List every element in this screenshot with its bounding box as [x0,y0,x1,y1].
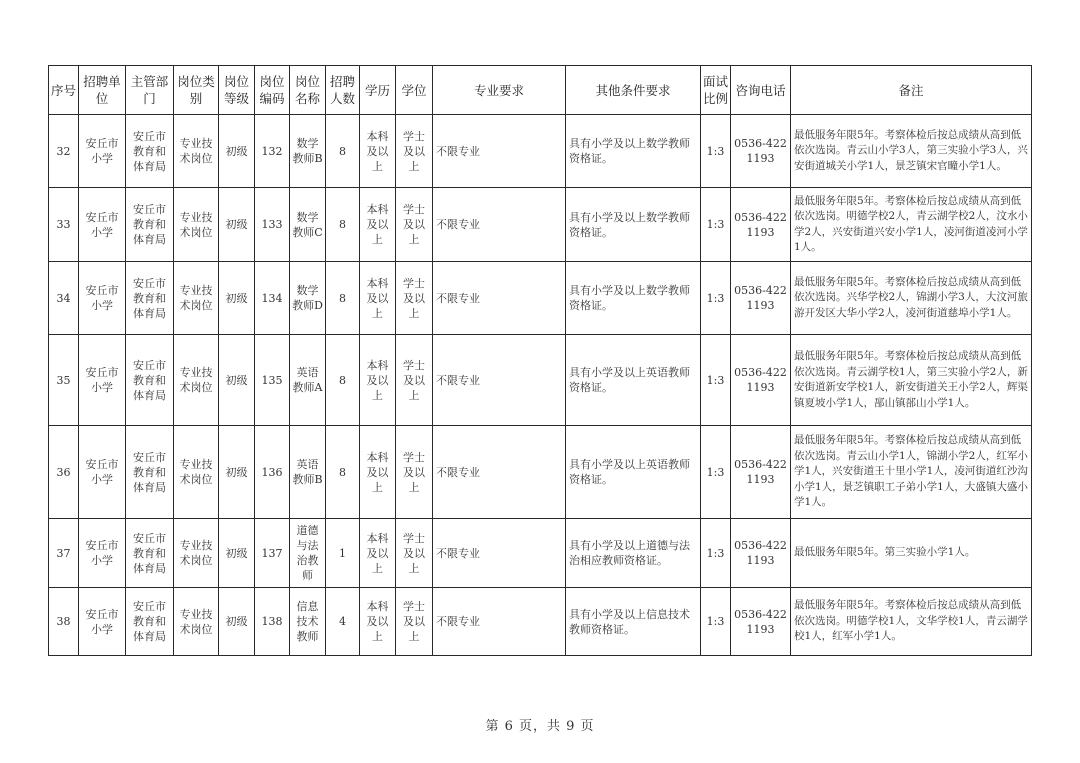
cell-dept: 安丘市教育和体育局 [126,115,174,188]
cell-dept: 安丘市教育和体育局 [126,588,174,656]
cell-seq: 36 [49,426,79,519]
cell-grade: 初级 [219,426,255,519]
cell-ratio: 1:3 [701,426,731,519]
cell-phone: 0536-4221193 [731,262,791,335]
header-grade: 岗位等级 [219,66,255,115]
cell-name: 数学教师B [290,115,326,188]
cell-count: 8 [326,115,360,188]
cell-degree: 学士及以上 [396,115,433,188]
cell-ratio: 1:3 [701,115,731,188]
cell-degree: 学士及以上 [396,262,433,335]
cell-grade: 初级 [219,335,255,426]
cell-ratio: 1:3 [701,588,731,656]
table-row [49,188,1032,262]
cell-seq: 35 [49,335,79,426]
cell-other: 具有小学及以上信息技术教师资格证。 [566,588,701,656]
cell-count: 8 [326,188,360,262]
cell-other: 具有小学及以上数学教师资格证。 [566,262,701,335]
cell-code: 133 [255,188,290,262]
cell-other: 具有小学及以上英语教师资格证。 [566,426,701,519]
table-row [49,262,1032,335]
cell-note: 最低服务年限5年。考察体检后按总成绩从高到低依次选岗。青云山小学1人，锦湖小学2人，红军小学1人，兴安街道王十里小学1人，凌河街道红沙沟小学1人，景芝镇职工子弟小学1人，大盛镇大盛小学1人。 [791,426,1032,519]
cell-name: 英语教师B [290,426,326,519]
cell-code: 136 [255,426,290,519]
header-other: 其他条件要求 [566,66,701,115]
cell-name: 数学教师D [290,262,326,335]
cell-education: 本科及以上 [360,519,396,588]
cell-degree: 学士及以上 [396,335,433,426]
cell-phone: 0536-4221193 [731,188,791,262]
cell-education: 本科及以上 [360,188,396,262]
cell-dept: 安丘市教育和体育局 [126,262,174,335]
header-note: 备注 [791,66,1032,115]
cell-dept: 安丘市教育和体育局 [126,188,174,262]
cell-note: 最低服务年限5年。考察体检后按总成绩从高到低依次选岗。明德学校1人，文华学校1人，青云湖学校1人，红军小学1人。 [791,588,1032,656]
cell-dept: 安丘市教育和体育局 [126,519,174,588]
cell-other: 具有小学及以上道德与法治相应教师资格证。 [566,519,701,588]
cell-degree: 学士及以上 [396,588,433,656]
page-number: 第 6 页，共 9 页 [485,719,595,734]
cell-code: 138 [255,588,290,656]
header-ratio: 面试比例 [701,66,731,115]
cell-major: 不限专业 [433,262,566,335]
cell-phone: 0536-4221193 [731,115,791,188]
cell-type: 专业技术岗位 [174,188,219,262]
header-name: 岗位名称 [290,66,326,115]
cell-degree: 学士及以上 [396,188,433,262]
cell-phone: 0536-4221193 [731,426,791,519]
cell-count: 8 [326,426,360,519]
header-code: 岗位编码 [255,66,290,115]
cell-name: 信息技术教师 [290,588,326,656]
cell-grade: 初级 [219,588,255,656]
cell-code: 137 [255,519,290,588]
cell-note: 最低服务年限5年。考察体检后按总成绩从高到低依次选岗。青云湖学校1人，第三实验小学2人，新安街道新安学校1人，新安街道关王小学2人，辉渠镇夏坡小学1人，郚山镇郚山小学1人。 [791,335,1032,426]
cell-name: 道德与法治教师 [290,519,326,588]
cell-ratio: 1:3 [701,335,731,426]
table-row [49,335,1032,426]
cell-phone: 0536-4221193 [731,519,791,588]
cell-degree: 学士及以上 [396,426,433,519]
table-header-row [49,66,1032,115]
cell-type: 专业技术岗位 [174,335,219,426]
header-type: 岗位类别 [174,66,219,115]
cell-name: 英语教师A [290,335,326,426]
recruitment-table [48,65,1032,656]
cell-ratio: 1:3 [701,262,731,335]
cell-seq: 38 [49,588,79,656]
cell-grade: 初级 [219,188,255,262]
cell-major: 不限专业 [433,115,566,188]
cell-major: 不限专业 [433,335,566,426]
cell-note: 最低服务年限5年。第三实验小学1人。 [791,519,1032,588]
cell-major: 不限专业 [433,426,566,519]
cell-seq: 37 [49,519,79,588]
cell-major: 不限专业 [433,519,566,588]
cell-note: 最低服务年限5年。考察体检后按总成绩从高到低依次选岗。兴华学校2人，锦湖小学3人，大汶河旅游开发区大华小学2人，凌河街道慈埠小学1人。 [791,262,1032,335]
cell-education: 本科及以上 [360,262,396,335]
cell-other: 具有小学及以上英语教师资格证。 [566,335,701,426]
cell-major: 不限专业 [433,588,566,656]
header-degree: 学位 [396,66,433,115]
cell-education: 本科及以上 [360,588,396,656]
cell-unit: 安丘市小学 [79,115,126,188]
cell-code: 135 [255,335,290,426]
cell-phone: 0536-4221193 [731,588,791,656]
table-row [49,426,1032,519]
cell-count: 8 [326,262,360,335]
header-unit: 招聘单位 [79,66,126,115]
header-dept: 主管部门 [126,66,174,115]
cell-type: 专业技术岗位 [174,426,219,519]
cell-education: 本科及以上 [360,335,396,426]
cell-seq: 32 [49,115,79,188]
cell-type: 专业技术岗位 [174,519,219,588]
cell-dept: 安丘市教育和体育局 [126,335,174,426]
header-education: 学历 [360,66,396,115]
cell-dept: 安丘市教育和体育局 [126,426,174,519]
header-phone: 咨询电话 [731,66,791,115]
cell-major: 不限专业 [433,188,566,262]
cell-seq: 33 [49,188,79,262]
cell-grade: 初级 [219,262,255,335]
cell-other: 具有小学及以上数学教师资格证。 [566,115,701,188]
cell-degree: 学士及以上 [396,519,433,588]
cell-unit: 安丘市小学 [79,262,126,335]
cell-other: 具有小学及以上数学教师资格证。 [566,188,701,262]
cell-code: 134 [255,262,290,335]
cell-unit: 安丘市小学 [79,519,126,588]
cell-count: 8 [326,335,360,426]
cell-education: 本科及以上 [360,426,396,519]
cell-seq: 34 [49,262,79,335]
table-row [49,115,1032,188]
header-seq: 序号 [49,66,79,115]
cell-count: 1 [326,519,360,588]
header-count: 招聘人数 [326,66,360,115]
cell-unit: 安丘市小学 [79,588,126,656]
cell-grade: 初级 [219,519,255,588]
cell-ratio: 1:3 [701,519,731,588]
cell-phone: 0536-4221193 [731,335,791,426]
cell-type: 专业技术岗位 [174,115,219,188]
cell-unit: 安丘市小学 [79,426,126,519]
cell-type: 专业技术岗位 [174,262,219,335]
table-row [49,519,1032,588]
cell-unit: 安丘市小学 [79,335,126,426]
header-major: 专业要求 [433,66,566,115]
cell-grade: 初级 [219,115,255,188]
cell-note: 最低服务年限5年。考察体检后按总成绩从高到低依次选岗。明德学校2人，青云湖学校2人，汶水小学2人，兴安街道兴安小学1人，凌河街道凌河小学1人。 [791,188,1032,262]
cell-code: 132 [255,115,290,188]
table-row [49,588,1032,656]
cell-ratio: 1:3 [701,188,731,262]
cell-count: 4 [326,588,360,656]
cell-unit: 安丘市小学 [79,188,126,262]
cell-note: 最低服务年限5年。考察体检后按总成绩从高到低依次选岗。青云山小学3人，第三实验小学3人，兴安街道城关小学1人，景芝镇宋官疃小学1人。 [791,115,1032,188]
cell-type: 专业技术岗位 [174,588,219,656]
cell-education: 本科及以上 [360,115,396,188]
cell-name: 数学教师C [290,188,326,262]
